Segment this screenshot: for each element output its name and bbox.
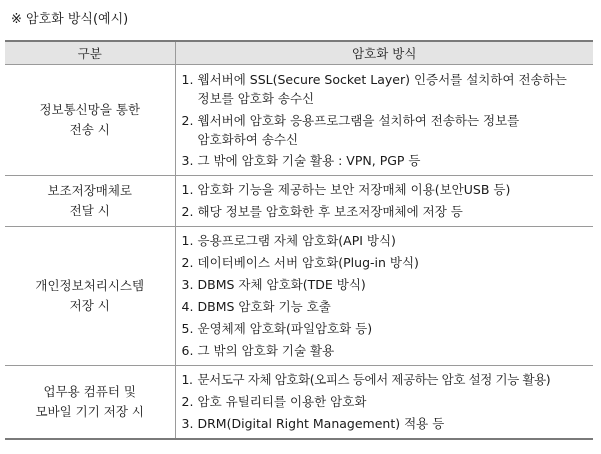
list-item <box>182 109 586 150</box>
item-text: 암호 유틸리티를 이용한 암호화 <box>197 394 367 409</box>
item-text: 데이터베이스 서버 암호화(Plug-in 방식) <box>197 255 419 270</box>
method-cell <box>175 366 593 440</box>
list-item <box>182 340 586 362</box>
item-text-continued: 정보를 암호화 송수신 <box>197 91 315 106</box>
category-line: 업무용 컴퓨터 및 <box>43 384 136 399</box>
item-text-continued: 암호화하여 송수신 <box>197 132 299 147</box>
list-item <box>182 150 586 172</box>
item-number: 2. <box>181 255 194 270</box>
category-line: 정보통신망을 통한 <box>39 102 141 117</box>
list-item <box>182 252 586 274</box>
item-text: 그 밖의 암호화 기술 활용 <box>197 343 335 358</box>
item-number: 4. <box>181 299 194 314</box>
list-item <box>182 391 586 413</box>
header-method: 암호화 방식 <box>175 41 593 65</box>
category-line: 모바일 기기 저장 시 <box>35 404 145 419</box>
list-item <box>182 369 586 391</box>
method-cell <box>175 65 593 176</box>
table-caption: ※ 암호화 방식(예시) <box>11 12 129 27</box>
item-text: 응용프로그램 자체 암호화(API 방식) <box>197 233 396 248</box>
item-number: 1. <box>181 372 193 387</box>
category-line: 개인정보처리시스템 <box>35 278 145 293</box>
category-line: 전송 시 <box>69 122 110 137</box>
method-cell <box>175 176 593 227</box>
header-category: 구분 <box>5 41 175 65</box>
item-text: 웹서버에 암호화 응용프로그램을 설치하여 전송하는 정보를 <box>197 113 520 128</box>
item-number: 2. <box>181 204 194 219</box>
encryption-methods-table <box>5 40 593 440</box>
item-text: 해당 정보를 암호화한 후 보조저장매체에 저장 등 <box>197 204 463 219</box>
item-number: 3. <box>181 416 194 431</box>
item-text: 운영체제 암호화(파일암호화 등) <box>197 321 373 336</box>
list-item <box>182 296 586 318</box>
list-item <box>182 179 586 201</box>
item-number: 1. <box>181 72 194 87</box>
item-number: 3. <box>181 277 194 292</box>
category-cell <box>5 176 175 227</box>
list-item <box>182 68 586 109</box>
item-text: 웹서버에 SSL(Secure Socket Layer) 인증서를 설치하여 전송하는 <box>197 72 567 87</box>
table-row <box>5 176 593 227</box>
item-text: 암호화 기능을 제공하는 보안 저장매체 이용(보안USB 등) <box>197 182 511 197</box>
method-cell <box>175 227 593 366</box>
list-item <box>182 413 586 435</box>
item-text: DBMS 자체 암호화(TDE 방식) <box>197 277 366 292</box>
list-item <box>182 318 586 340</box>
table-row <box>5 366 593 440</box>
category-cell <box>5 366 175 440</box>
item-text: 그 밖에 암호화 기술 활용 : VPN, PGP 등 <box>197 153 421 168</box>
category-line: 전달 시 <box>69 203 110 218</box>
list-item <box>182 274 586 296</box>
category-line: 보조저장매체로 <box>47 183 133 198</box>
category-line: 저장 시 <box>69 298 110 313</box>
table-row <box>5 65 593 176</box>
category-cell <box>5 65 175 176</box>
item-number: 2. <box>181 113 194 128</box>
item-number: 1. <box>181 182 194 197</box>
item-text: DRM(Digital Right Management) 적용 등 <box>197 416 445 431</box>
list-item <box>182 201 586 223</box>
list-item <box>182 230 586 252</box>
item-number: 6. <box>181 343 194 358</box>
item-number: 1. <box>181 233 194 248</box>
item-number: 5. <box>181 321 194 336</box>
item-text: 문서도구 자체 암호화(오피스 등에서 제공하는 암호 설정 기능 활용) <box>197 372 551 387</box>
item-number: 2. <box>181 394 194 409</box>
item-text: DBMS 암호화 기능 호출 <box>197 299 331 314</box>
table-row <box>5 227 593 366</box>
item-number: 3. <box>181 153 194 168</box>
category-cell <box>5 227 175 366</box>
header-row <box>5 41 593 65</box>
